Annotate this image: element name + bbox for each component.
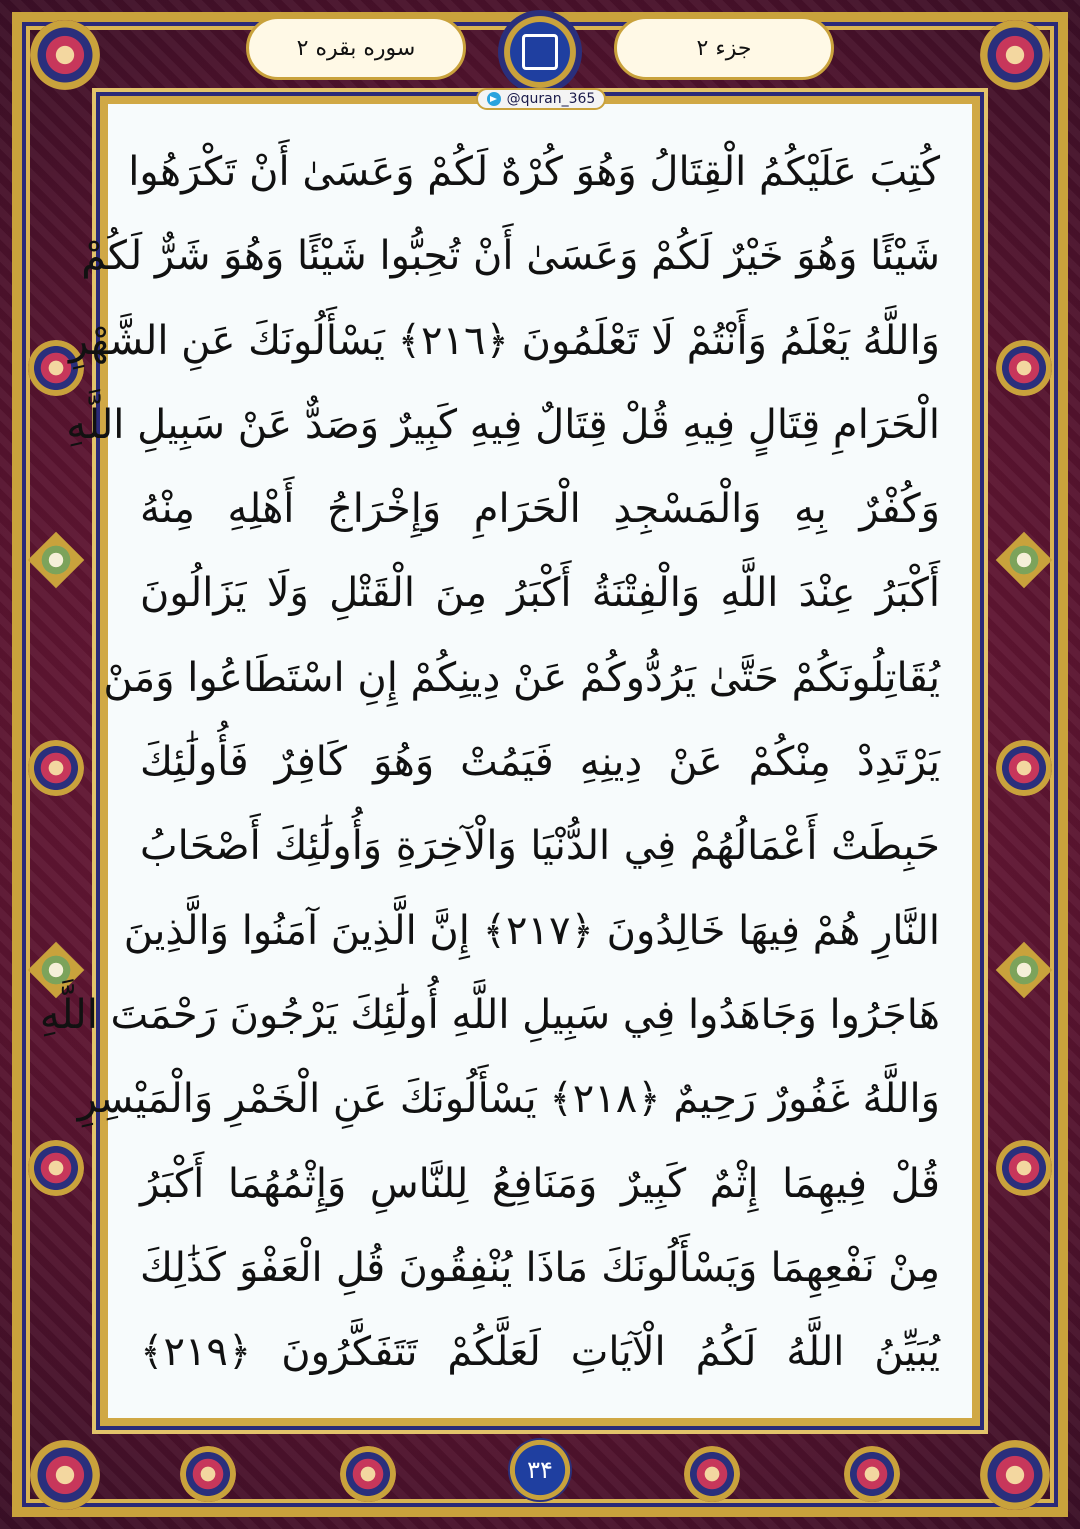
side-medallion-right [996,740,1052,796]
verse-line: يَرْتَدِدْ مِنْكُمْ عَنْ دِينِهِ فَيَمُتْ وَهُوَ كَافِرٌ فَأُولَٰئِكَ [140,739,940,786]
verse-line: النَّارِ هُمْ فِيهَا خَالِدُونَ ﴿٢١٧﴾ إِنَّ الَّذِينَ آمَنُوا وَالَّذِينَ [123,907,940,954]
channel-handle-text: @quran_365 [506,91,596,107]
juz-label [614,16,834,80]
surah-name-text: سوره بقره ۲ [296,35,416,61]
bottom-medallion [340,1446,396,1502]
verse-line: مِنْ نَفْعِهِمَا وَيَسْأَلُونَكَ مَاذَا يُنْفِقُونَ قُلِ الْعَفْوَ كَذَٰلِكَ [140,1244,940,1291]
side-medallion-left [28,1140,84,1196]
bottom-medallion [844,1446,900,1502]
verse-line: شَيْئًا وَهُوَ خَيْرٌ لَكُمْ وَعَسَىٰ أَنْ تُحِبُّوا شَيْئًا وَهُوَ شَرٌّ لَكُمْ [81,233,940,280]
bottom-medallion [684,1446,740,1502]
verse-line: قُلْ فِيهِمَا إِثْمٌ كَبِيرٌ وَمَنَافِعُ لِلنَّاسِ وَإِثْمُهُمَا أَكْبَرُ [140,1160,940,1207]
verse-line: وَكُفْرٌ بِهِ وَالْمَسْجِدِ الْحَرَامِ وَإِخْرَاجُ أَهْلِهِ مِنْهُ [140,486,940,533]
surah-name-label [246,16,466,80]
verse-line: حَبِطَتْ أَعْمَالُهُمْ فِي الدُّنْيَا وَالْآخِرَةِ وَأُولَٰئِكَ أَصْحَابُ [140,823,940,870]
bottom-medallion [180,1446,236,1502]
corner-medallion-bottom-left [30,1440,100,1510]
side-medallion-left [28,740,84,796]
corner-medallion-top-right [980,20,1050,90]
corner-medallion-top-left [30,20,100,90]
verse-line: أَكْبَرُ عِنْدَ اللَّهِ وَالْفِتْنَةُ أَكْبَرُ مِنَ الْقَتْلِ وَلَا يَزَالُونَ [140,570,940,617]
channel-handle-badge [476,88,606,110]
page-emblem-icon [498,10,582,94]
verse-line: وَاللَّهُ غَفُورٌ رَحِيمٌ ﴿٢١٨﴾ يَسْأَلُونَكَ عَنِ الْخَمْرِ وَالْمَيْسِرِ [77,1076,940,1123]
telegram-icon [487,92,501,106]
emblem-square-icon [522,34,558,70]
verse-line: هَاجَرُوا وَجَاهَدُوا فِي سَبِيلِ اللَّهِ أُولَٰئِكَ يَرْجُونَ رَحْمَتَ اللَّهِ [39,991,940,1038]
page-number-text: ۳۴ [527,1456,553,1484]
side-medallion-right [996,340,1052,396]
verse-line: كُتِبَ عَلَيْكُمُ الْقِتَالُ وَهُوَ كُرْهٌ لَكُمْ وَعَسَىٰ أَنْ تَكْرَهُوا [128,149,940,195]
page-number-badge [508,1438,572,1502]
corner-medallion-bottom-right [980,1440,1050,1510]
verse-line: وَاللَّهُ يَعْلَمُ وَأَنْتُمْ لَا تَعْلَمُونَ ﴿٢١٦﴾ يَسْأَلُونَكَ عَنِ الشَّهْرِ [68,317,940,364]
verse-line: يُقَاتِلُونَكُمْ حَتَّىٰ يَرُدُّوكُمْ عَنْ دِينِكُمْ إِنِ اسْتَطَاعُوا وَمَنْ [103,654,940,701]
verse-text-block [39,130,940,1394]
verse-line: الْحَرَامِ قِتَالٍ فِيهِ قُلْ قِتَالٌ فِيهِ كَبِيرٌ وَصَدٌّ عَنْ سَبِيلِ اللَّهِ [66,401,940,448]
side-medallion-right [996,1140,1052,1196]
verse-line: يُبَيِّنُ اللَّهُ لَكُمُ الْآيَاتِ لَعَلَّكُمْ تَتَفَكَّرُونَ ﴿٢١٩﴾ [140,1329,940,1376]
juz-text: جزء ۲ [696,35,752,61]
